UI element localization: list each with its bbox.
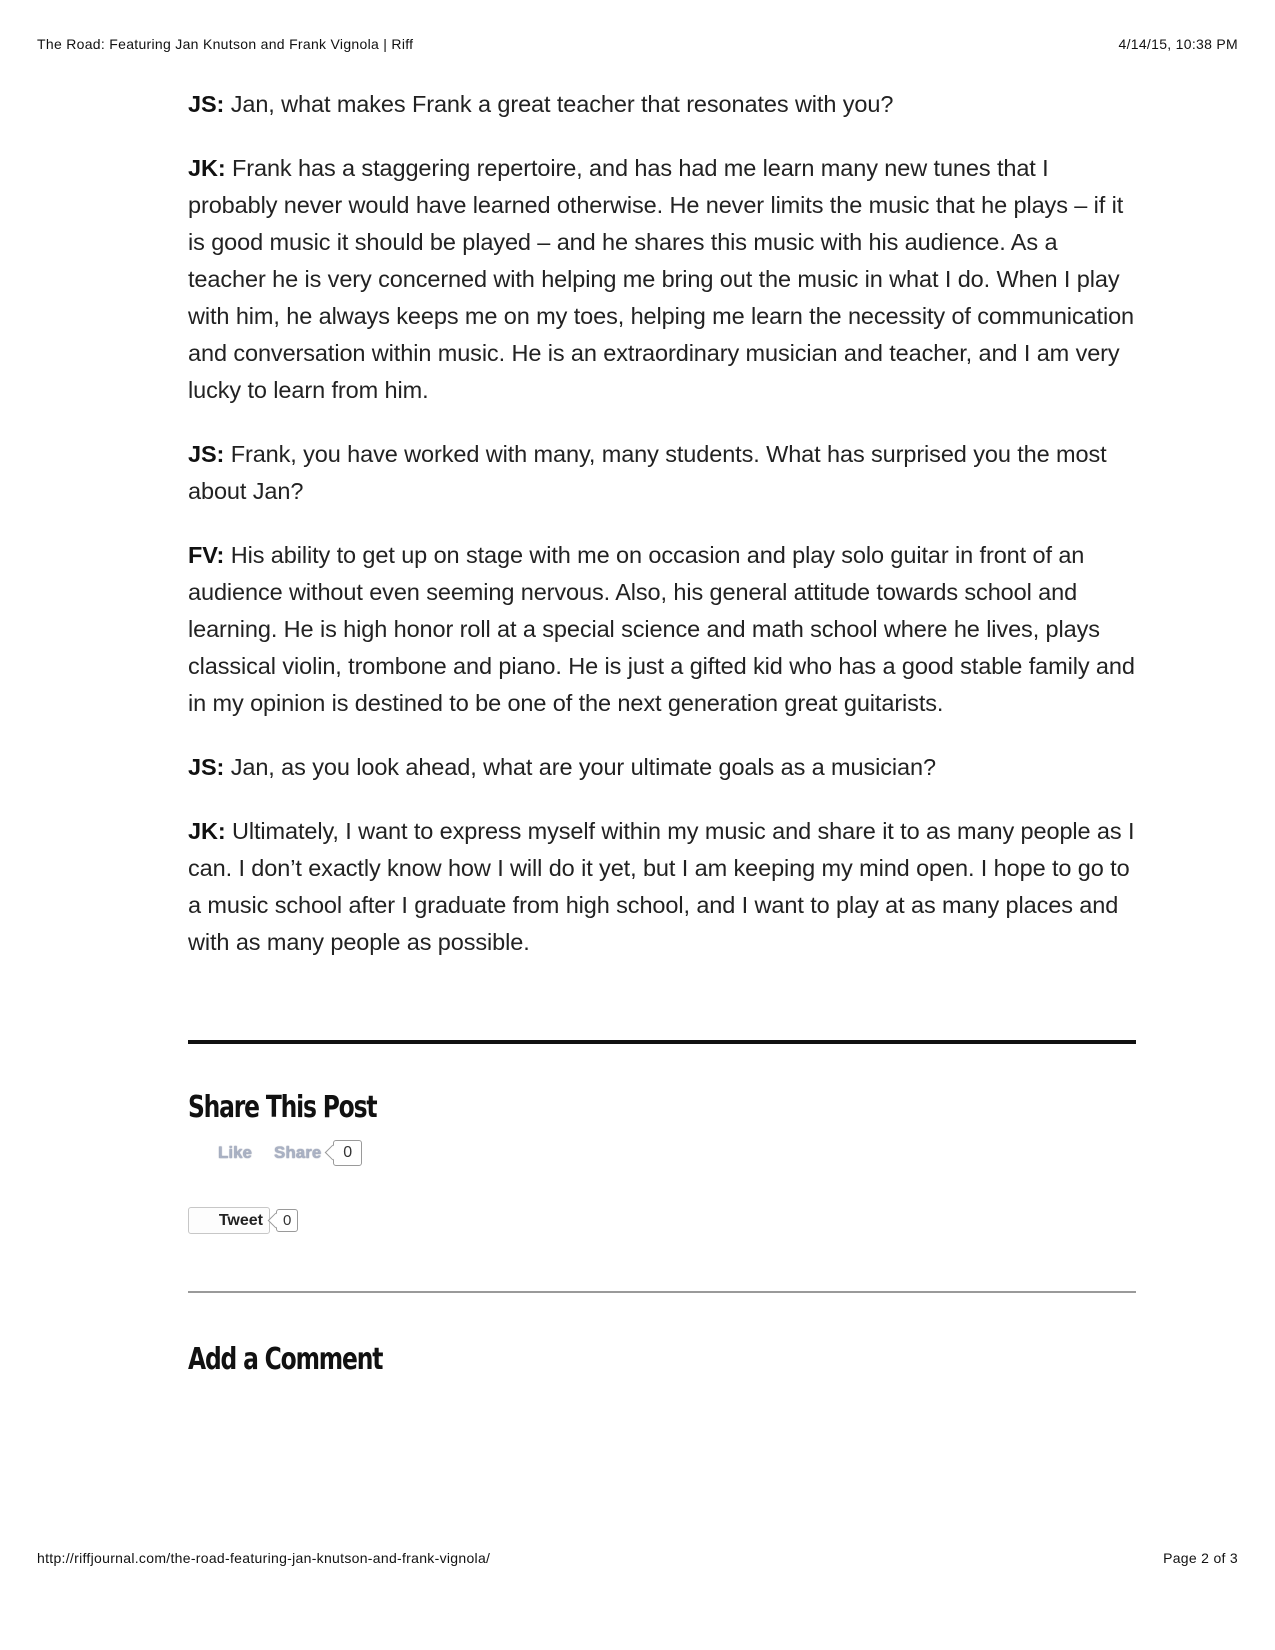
paragraph-text: Ultimately, I want to express myself within my music and share it to as many people as I can. I don’t exactly know how I will do it yet, but I am keeping my mind open. I hope to go to a music school after I graduate from high school, and I want to play at as many places and with as many people as possible. xyxy=(188,818,1135,955)
section-divider xyxy=(188,1040,1136,1044)
interview-paragraph xyxy=(188,436,1140,510)
share-section-title: Share This Post xyxy=(188,1090,377,1125)
page-number: Page 2 of 3 xyxy=(1163,1550,1238,1566)
interview-paragraph xyxy=(188,813,1140,961)
speaker-label: JK: xyxy=(188,818,226,844)
paragraph-text: Jan, what makes Frank a great teacher that resonates with you? xyxy=(230,91,894,117)
facebook-share-count: 0 xyxy=(333,1140,362,1166)
speaker-label: JS: xyxy=(188,91,225,117)
print-header xyxy=(37,36,1238,52)
speaker-label: JS: xyxy=(188,754,225,780)
facebook-share-widget xyxy=(218,1140,362,1166)
twitter-share-widget xyxy=(188,1207,298,1234)
paragraph-text: Frank, you have worked with many, many students. What has surprised you the most about Jan? xyxy=(188,441,1107,504)
add-comment-title: Add a Comment xyxy=(188,1342,383,1377)
page-title: The Road: Featuring Jan Knutson and Frank Vignola | Riff xyxy=(37,36,414,52)
article-body xyxy=(188,86,1140,988)
tweet-button[interactable]: Tweet xyxy=(188,1207,270,1234)
interview-paragraph xyxy=(188,537,1140,722)
tweet-count: 0 xyxy=(276,1209,298,1232)
speaker-label: JS: xyxy=(188,441,225,467)
interview-paragraph xyxy=(188,749,1140,786)
speaker-label: FV: xyxy=(188,542,225,568)
page-url: http://riffjournal.com/the-road-featuring-jan-knutson-and-frank-vignola/ xyxy=(37,1550,491,1566)
paragraph-text: Frank has a staggering repertoire, and has had me learn many new tunes that I probably never would have learned otherwise. He never limits the music that he plays – if it is good music it should be played – and he shares this music with his audience. As a teacher he is very concerned with helping me bring out the music in what I do. When I play with him, he always keeps me on my toes, helping me learn the necessity of communication and conversation within music. He is an extraordinary musician and teacher, and I am very lucky to learn from him. xyxy=(188,155,1135,403)
facebook-share-button[interactable]: Share xyxy=(274,1143,322,1162)
interview-paragraph xyxy=(188,86,1140,123)
print-footer xyxy=(37,1550,1238,1566)
paragraph-text: His ability to get up on stage with me on occasion and play solo guitar in front of an audience without even seeming nervous. Also, his general attitude towards school and learning. He is high honor roll at a special science and math school where he lives, plays classical violin, trombone and piano. He is just a gifted kid who has a good stable family and in my opinion is destined to be one of the next generation great guitarists. xyxy=(188,542,1135,716)
interview-paragraph xyxy=(188,150,1140,409)
comment-divider xyxy=(188,1291,1136,1293)
print-datetime: 4/14/15, 10:38 PM xyxy=(1118,36,1238,52)
facebook-like-button[interactable]: Like xyxy=(218,1143,253,1162)
paragraph-text: Jan, as you look ahead, what are your ultimate goals as a musician? xyxy=(230,754,936,780)
speaker-label: JK: xyxy=(188,155,226,181)
